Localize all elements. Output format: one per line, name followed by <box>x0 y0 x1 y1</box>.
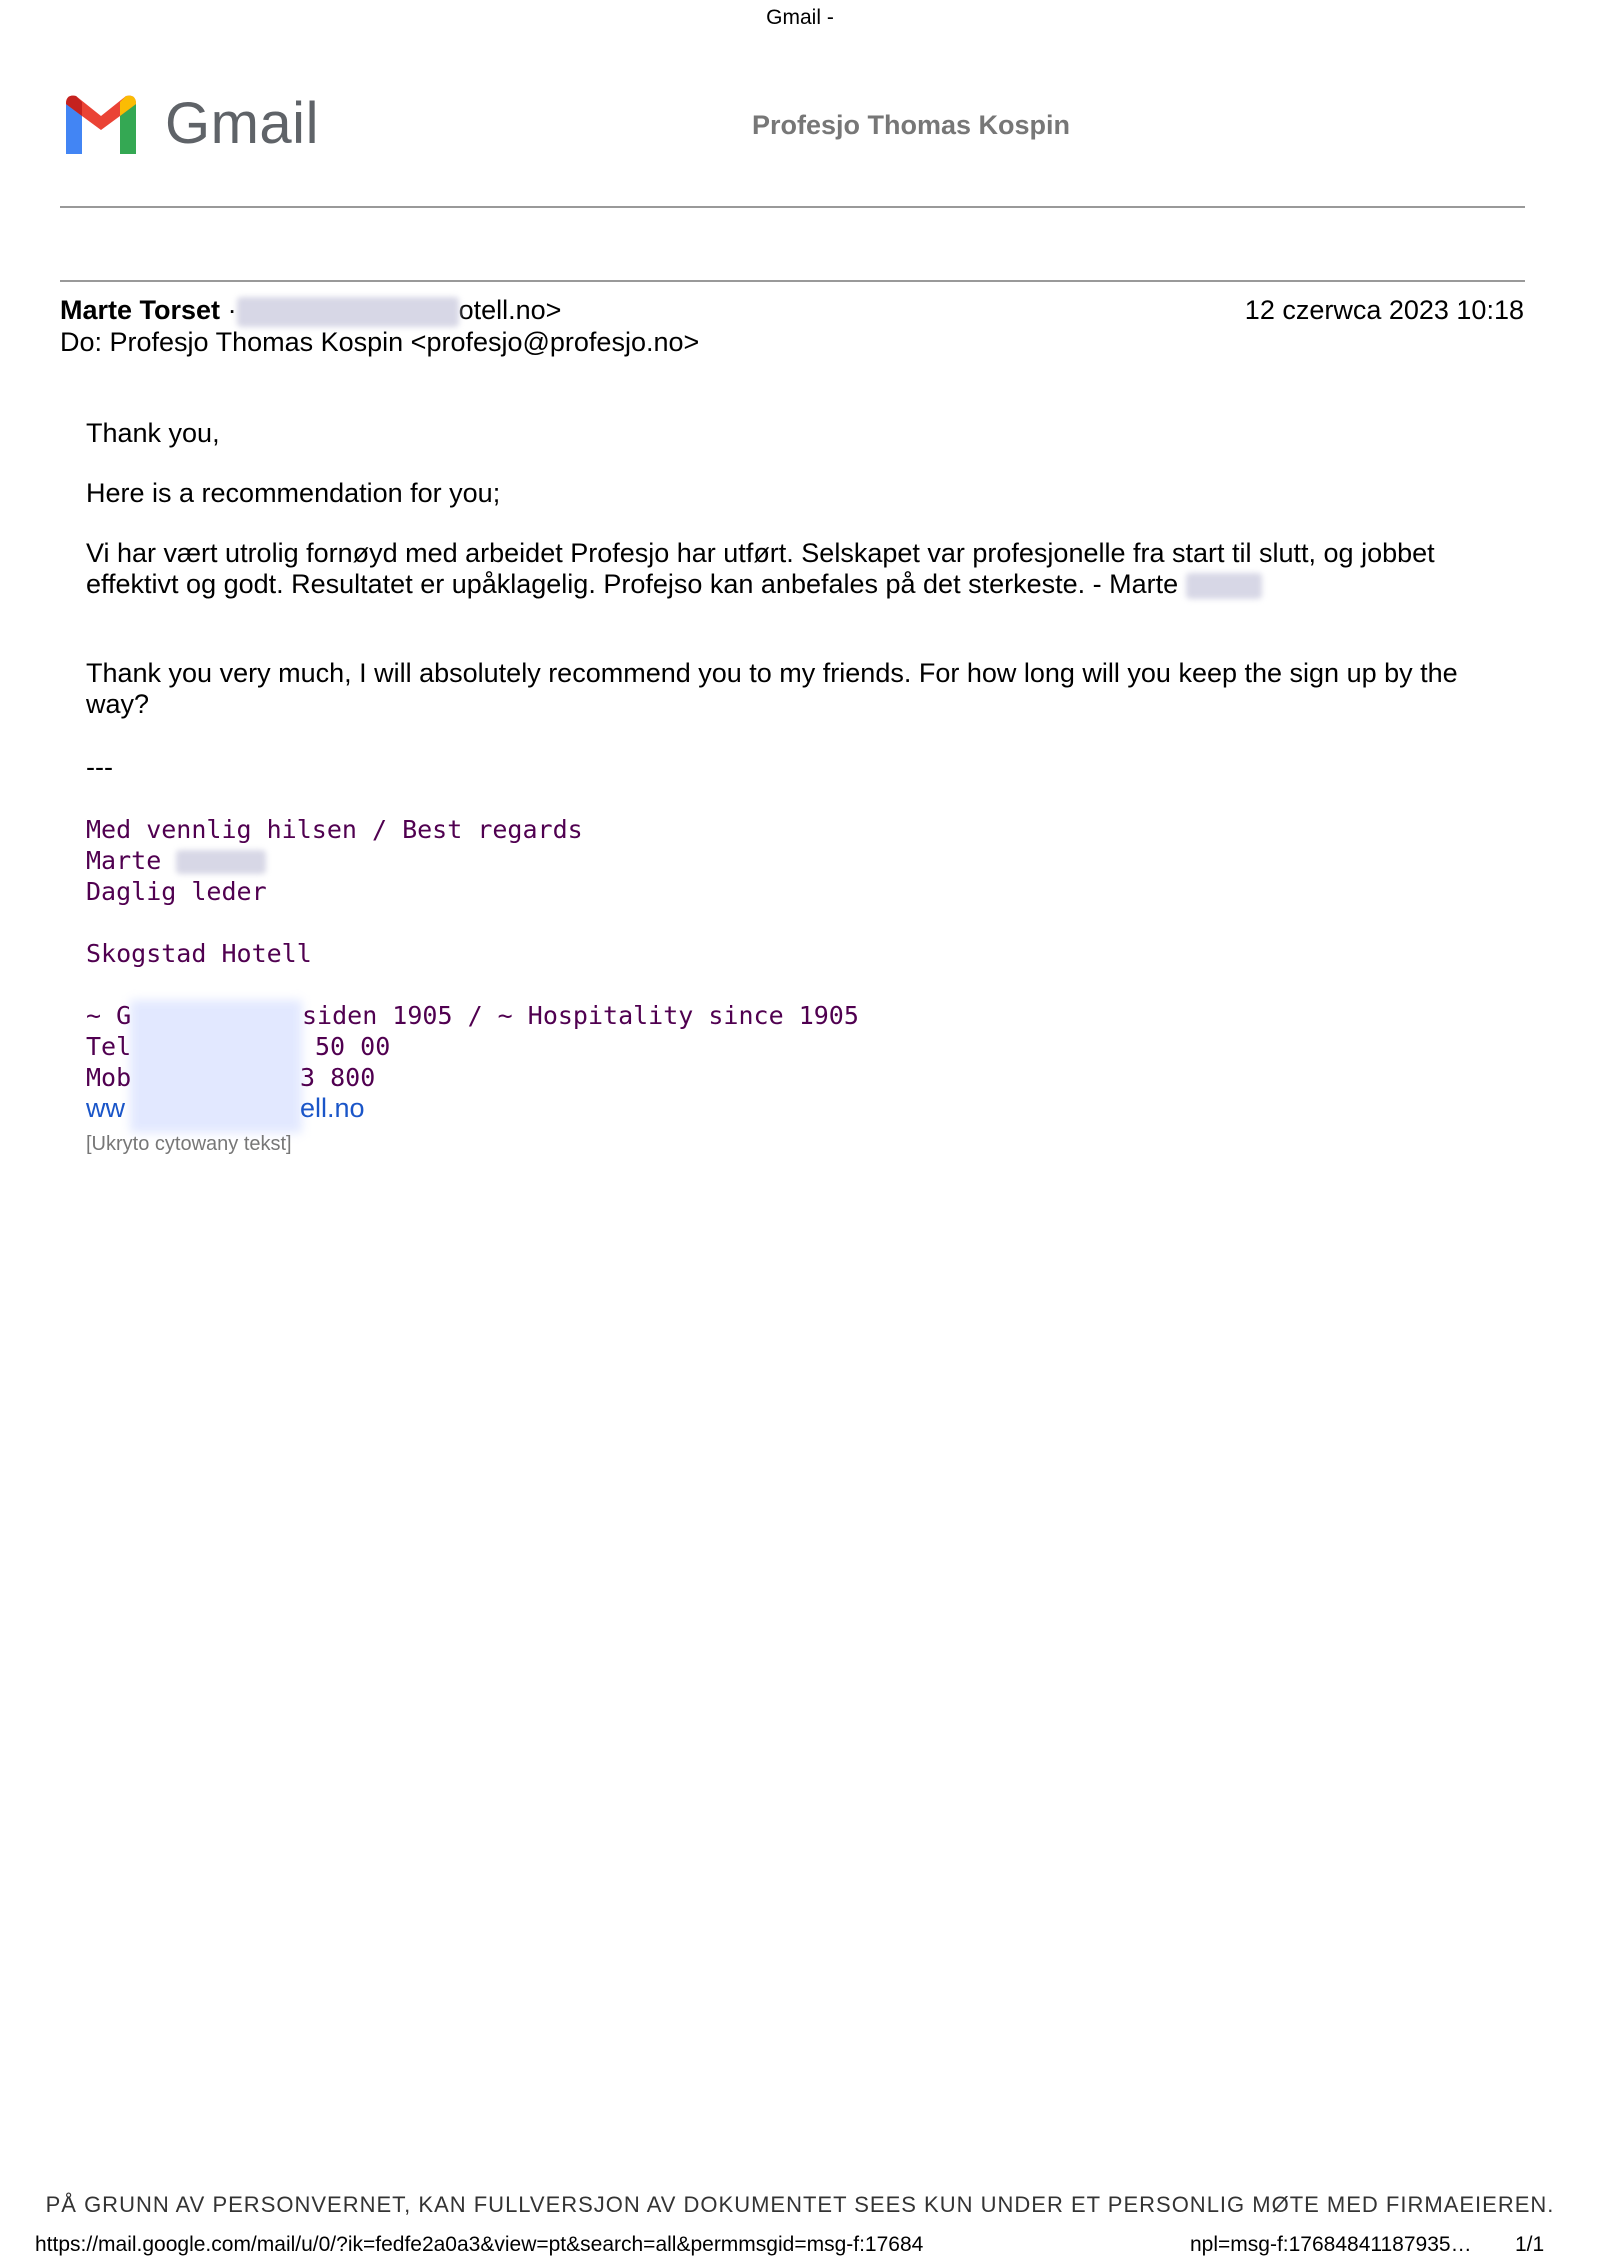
body-greeting: Thank you, <box>86 418 220 448</box>
signature-mob-number: 3 800 <box>300 1063 376 1092</box>
signature-tel-label: Tel <box>86 1032 132 1061</box>
header-divider <box>60 206 1525 208</box>
print-url-right: npl=msg-f:17684841187935… <box>1190 2233 1472 2256</box>
redacted-signature-surname <box>176 850 266 874</box>
sender-line <box>60 295 561 327</box>
privacy-notice: PÅ GRUNN AV PERSONVERNET, KAN FULLVERSJON AV DOKUMENTET SEES KUN UNDER ET PERSONLIG MØTE MED FIRMAEIEREN. <box>45 2192 1555 2217</box>
gmail-m-icon <box>60 92 142 154</box>
signature-title: Daglig leder <box>86 877 267 906</box>
signature-website-link[interactable]: ell.no <box>300 1093 365 1123</box>
redacted-email <box>237 297 459 327</box>
signature-company: Skogstad Hotell <box>86 939 312 968</box>
page-number: 1/1 <box>1515 2233 1545 2256</box>
redacted-contact-block <box>130 1000 302 1133</box>
signature-tel-number: 50 00 <box>315 1032 391 1061</box>
body-recommendation <box>86 538 1506 600</box>
signature-tagline-start: ~ G <box>86 1001 132 1030</box>
signature-first-name: Marte <box>86 846 162 875</box>
print-url-left: https://mail.google.com/mail/u/0/?ik=fedfe2a0a3&view=pt&search=all&permmsgid=msg-f:17684 <box>35 2233 924 2256</box>
redacted-surname <box>1186 573 1262 599</box>
message-divider <box>60 280 1525 282</box>
body-separator: --- <box>86 752 113 782</box>
gmail-wordmark: Gmail <box>165 91 319 156</box>
body-intro: Here is a recommendation for you; <box>86 478 501 508</box>
sender-separator: · <box>227 295 237 325</box>
signature-website-link-start[interactable]: ww <box>86 1093 125 1123</box>
signature-tagline-end: siden 1905 / ~ Hospitality since 1905 <box>302 1001 859 1030</box>
gmail-logo-icon <box>60 92 142 159</box>
signature-name <box>86 846 266 875</box>
print-page-title: Gmail - <box>766 6 834 29</box>
body-reply: Thank you very much, I will absolutely recommend you to my friends. For how long will you keep the sign up by the way? <box>86 658 1458 719</box>
signature-greeting: Med vennlig hilsen / Best regards <box>86 815 583 844</box>
signature-mob-label: Mob <box>86 1063 132 1092</box>
recommendation-text: Vi har vært utrolig fornøyd med arbeidet Profesjo har utført. Selskapet var profesjonelle fra start til slutt, og jobbet effektivt og godt. Resultatet er upåklagelig. Profejso kan anbefales på det sterkeste. - Marte <box>86 538 1435 599</box>
recipient-line: Do: Profesjo Thomas Kospin <profesjo@profesjo.no> <box>60 327 700 357</box>
sender-name: Marte Torset <box>60 295 221 325</box>
message-date: 12 czerwca 2023 10:18 <box>1244 295 1524 325</box>
account-name: Profesjo Thomas Kospin <box>752 110 1071 140</box>
sender-email: otell.no> <box>458 295 562 325</box>
show-quoted-text-link[interactable]: [Ukryto cytowany tekst] <box>86 1133 292 1155</box>
